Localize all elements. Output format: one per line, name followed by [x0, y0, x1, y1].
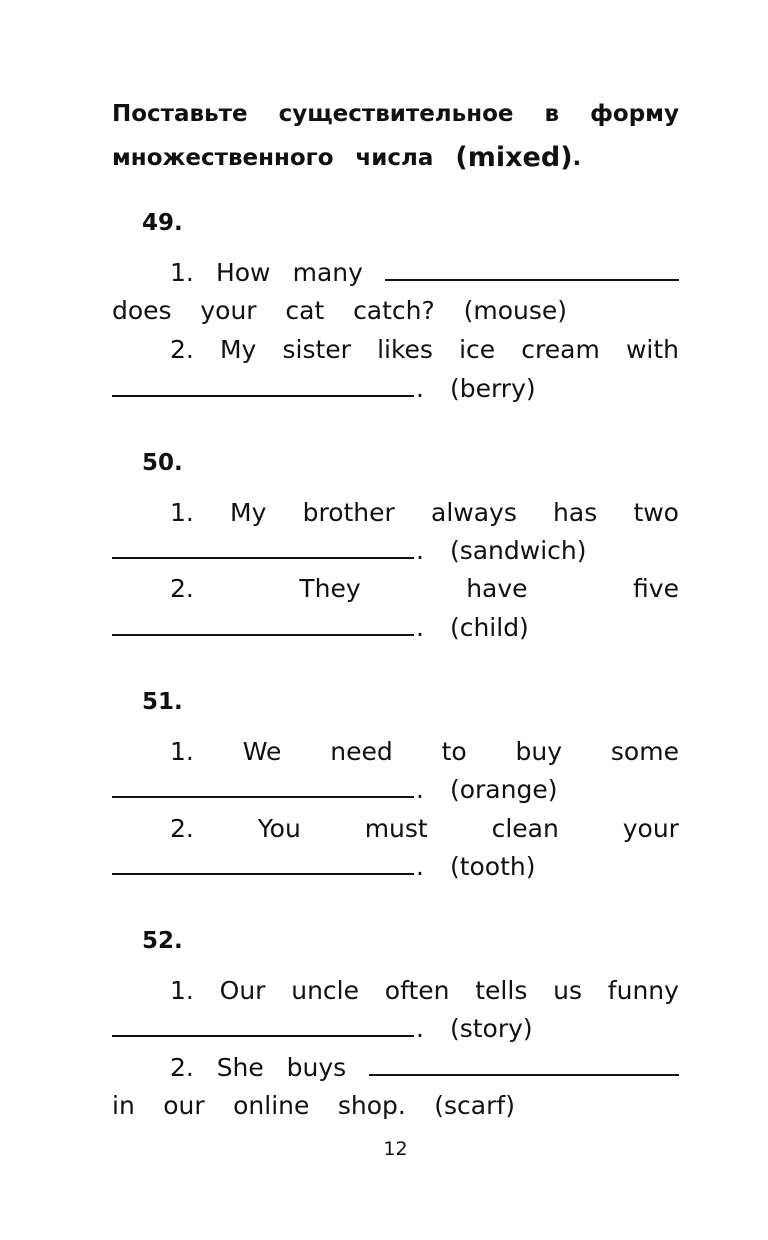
answer-blank[interactable] — [112, 1013, 414, 1037]
word: likes — [377, 335, 433, 364]
word-hint: (mouse) — [463, 296, 567, 325]
word: brother — [302, 498, 395, 527]
word: cat — [285, 296, 325, 325]
task-heading — [112, 92, 679, 180]
answer-blank[interactable] — [112, 851, 414, 875]
workbook-page — [112, 0, 679, 1240]
period: . — [416, 536, 424, 565]
word: She — [216, 1053, 264, 1082]
period: . — [416, 613, 424, 642]
heading-line-1 — [112, 92, 679, 136]
word: always — [431, 498, 517, 527]
period: . — [416, 852, 424, 881]
answer-blank[interactable] — [385, 257, 679, 281]
word: to — [441, 737, 467, 766]
word: buys — [286, 1053, 347, 1082]
word-hint: (scarf) — [434, 1091, 515, 1120]
period: . — [416, 775, 424, 804]
page-number: 12 — [383, 1138, 408, 1160]
word: our — [163, 1091, 205, 1120]
ex50-item1-line1 — [112, 496, 679, 530]
word-hint: (story) — [449, 1014, 533, 1043]
item-label: 1. — [170, 498, 194, 527]
heading-word: форму — [590, 101, 679, 127]
heading-line-2 — [112, 136, 679, 180]
word-hint: (tooth) — [449, 852, 536, 881]
heading-mixed: (mixed) — [455, 142, 573, 173]
word: two — [633, 498, 679, 527]
ex52-item1-line2 — [112, 1012, 679, 1046]
heading-word: существительное — [278, 101, 514, 127]
exercise-number-49: 49. — [142, 210, 183, 236]
word: buy — [515, 737, 563, 766]
heading-word: множественного — [112, 145, 334, 171]
word: in — [112, 1091, 135, 1120]
word: have — [466, 574, 528, 603]
word: We — [242, 737, 282, 766]
word: many — [292, 258, 363, 287]
word-hint: (orange) — [449, 775, 558, 804]
word: sister — [282, 335, 351, 364]
item-label: 1. — [170, 737, 194, 766]
word: some — [610, 737, 679, 766]
word-hint: (child) — [449, 613, 529, 642]
ex49-item1-line1 — [112, 256, 679, 290]
word: does — [112, 296, 172, 325]
word: How — [215, 258, 271, 287]
ex51-item2-line2 — [112, 850, 679, 884]
heading-period: . — [572, 145, 582, 171]
item-label: 1. — [170, 258, 194, 287]
word: clean — [491, 814, 559, 843]
word: My — [230, 498, 267, 527]
heading-word: Поставьте — [112, 101, 248, 127]
answer-blank[interactable] — [112, 774, 414, 798]
word: ice — [459, 335, 496, 364]
ex51-item1-line1 — [112, 735, 679, 769]
period: . — [416, 1014, 424, 1043]
item-label: 2. — [170, 1053, 194, 1082]
item-label: 1. — [170, 976, 194, 1005]
word: online — [233, 1091, 310, 1120]
ex52-item1-line1 — [112, 974, 679, 1008]
ex50-item2-line2 — [112, 611, 679, 645]
heading-word: в — [544, 101, 560, 127]
period: . — [416, 374, 424, 403]
word: shop. — [337, 1091, 406, 1120]
ex49-item1-line2 — [112, 294, 679, 328]
ex50-item2-line1 — [112, 572, 679, 606]
word: Our — [219, 976, 266, 1005]
word: need — [330, 737, 393, 766]
ex49-item2-line1 — [112, 333, 679, 367]
item-label: 2. — [170, 574, 194, 603]
ex52-item2-line2 — [112, 1089, 679, 1123]
exercise-number-50: 50. — [142, 450, 183, 476]
heading-word: числа — [355, 145, 434, 171]
word: often — [384, 976, 450, 1005]
word: has — [553, 498, 598, 527]
word: They — [299, 574, 361, 603]
word: tells — [475, 976, 528, 1005]
word: must — [364, 814, 428, 843]
ex50-item1-line2 — [112, 534, 679, 568]
answer-blank[interactable] — [112, 535, 414, 559]
item-label: 2. — [170, 335, 194, 364]
word: with — [625, 335, 679, 364]
ex51-item2-line1 — [112, 812, 679, 846]
exercise-number-52: 52. — [142, 928, 183, 954]
word: You — [257, 814, 301, 843]
word: catch? — [353, 296, 435, 325]
answer-blank[interactable] — [112, 612, 414, 636]
word: us — [553, 976, 583, 1005]
ex49-item2-line2 — [112, 372, 679, 406]
word-hint: (berry) — [449, 374, 536, 403]
answer-blank[interactable] — [369, 1052, 679, 1076]
word: your — [622, 814, 679, 843]
word: cream — [521, 335, 600, 364]
word: five — [633, 574, 679, 603]
word: My — [219, 335, 257, 364]
word-hint: (sandwich) — [449, 536, 587, 565]
ex51-item1-line2 — [112, 773, 679, 807]
word: uncle — [291, 976, 359, 1005]
exercise-number-51: 51. — [142, 689, 183, 715]
ex52-item2-line1 — [112, 1051, 679, 1085]
answer-blank[interactable] — [112, 373, 414, 397]
word: funny — [607, 976, 679, 1005]
word: your — [200, 296, 257, 325]
item-label: 2. — [170, 814, 194, 843]
